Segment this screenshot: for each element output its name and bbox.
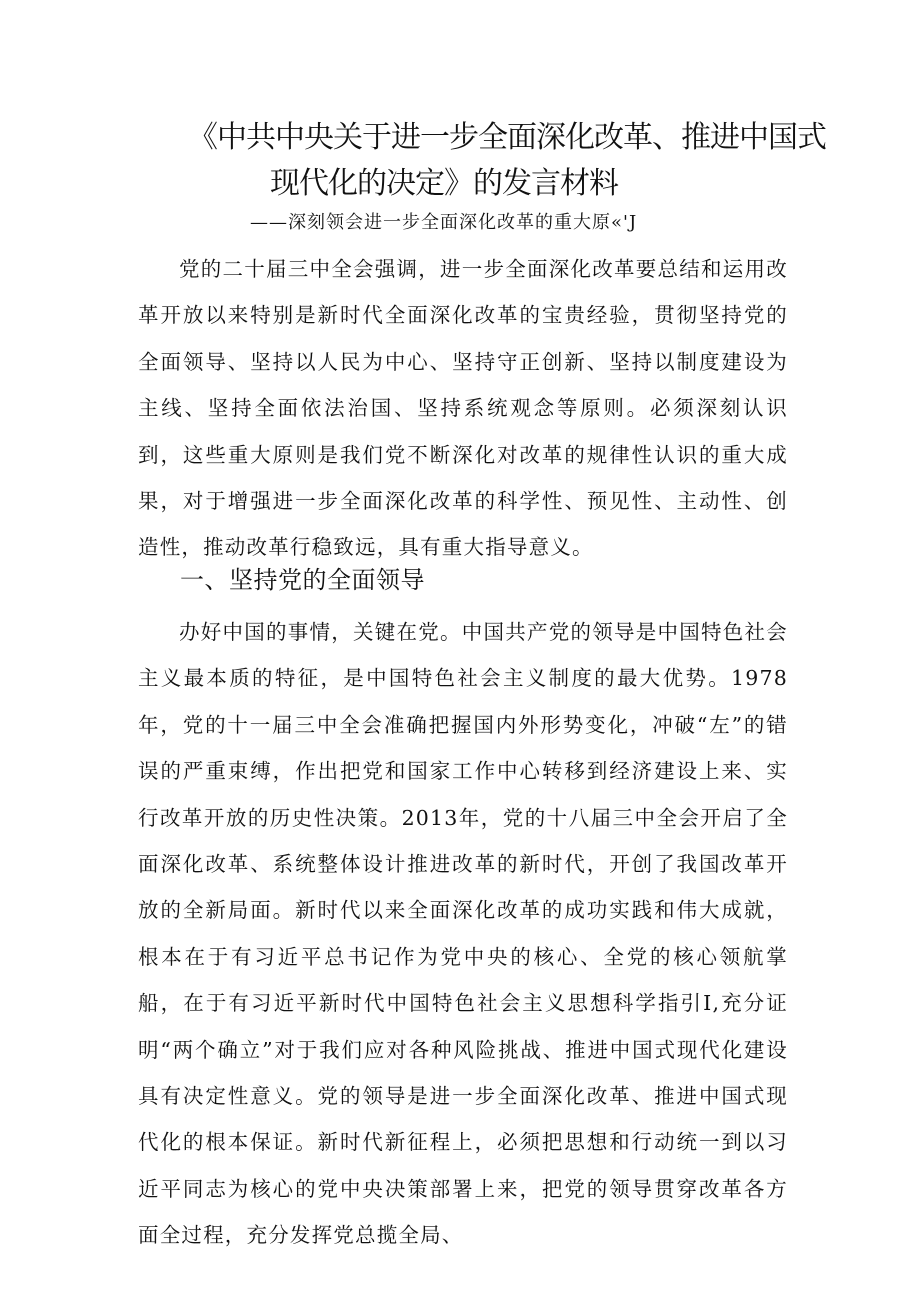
intro-paragraph: 党的二十届三中全会强调，进一步全面深化改革要总结和运用改革开放以来特别是新时代全面深化改革的宝贵经验，贯彻坚持党的全面领导、坚持以人民为中心、坚持守正创新、坚持以制度建设为主线、坚持全面依法治国、坚持系统观念等原则。必须深刻认识到，这些重大原则是我们党不断深化对改革的规律性认识的重大成果，对于增强进一步全面深化改革的科学性、预见性、主动性、创造性，推动改革行稳致远，具有重大指导意义。 — [138, 257, 788, 560]
document-title-line-1: 《中共中央关于进一步全面深化改革、推进中国式 — [188, 120, 826, 155]
document-title-line-2: 现代化的决定》的发言材料 — [270, 166, 618, 201]
document-subtitle: ——深刻领会进一步全面深化改革的重大原«'J — [250, 212, 638, 233]
section-heading: 一、坚持党的全面领导 — [180, 566, 425, 594]
section-paragraph: 办好中国的事情，关键在党。中国共产党的领导是中国特色社会主义最本质的特征，是中国特色社会主义制度的最大优势。1978年，党的十一届三中全会准确把握国内外形势变化，冲破“左”的错误的严重束缚，作出把党和国家工作中心转移到经济建设上来、实行改革开放的历史性决策。2013年，党的十八届三中全会开启了全面深化改革、系统整体设计推进改革的新时代，开创了我国改革开放的全新局面。新时代以来全面深化改革的成功实践和伟大成就，根本在于有习近平总书记作为党中央的核心、全党的核心领航掌船，在于有习近平新时代中国特色社会主义思想科学指引I,充分证明“两个确立”对于我们应对各种风险挑战、推进中国式现代化建设具有决定性意义。党的领导是进一步全面深化改革、推进中国式现代化的根本保证。新时代新征程上，必须把思想和行动统一到以习近平同志为核心的党中央决策部署上来，把党的领导贯穿改革各方面全过程，充分发挥党总揽全局、 — [138, 620, 788, 1248]
